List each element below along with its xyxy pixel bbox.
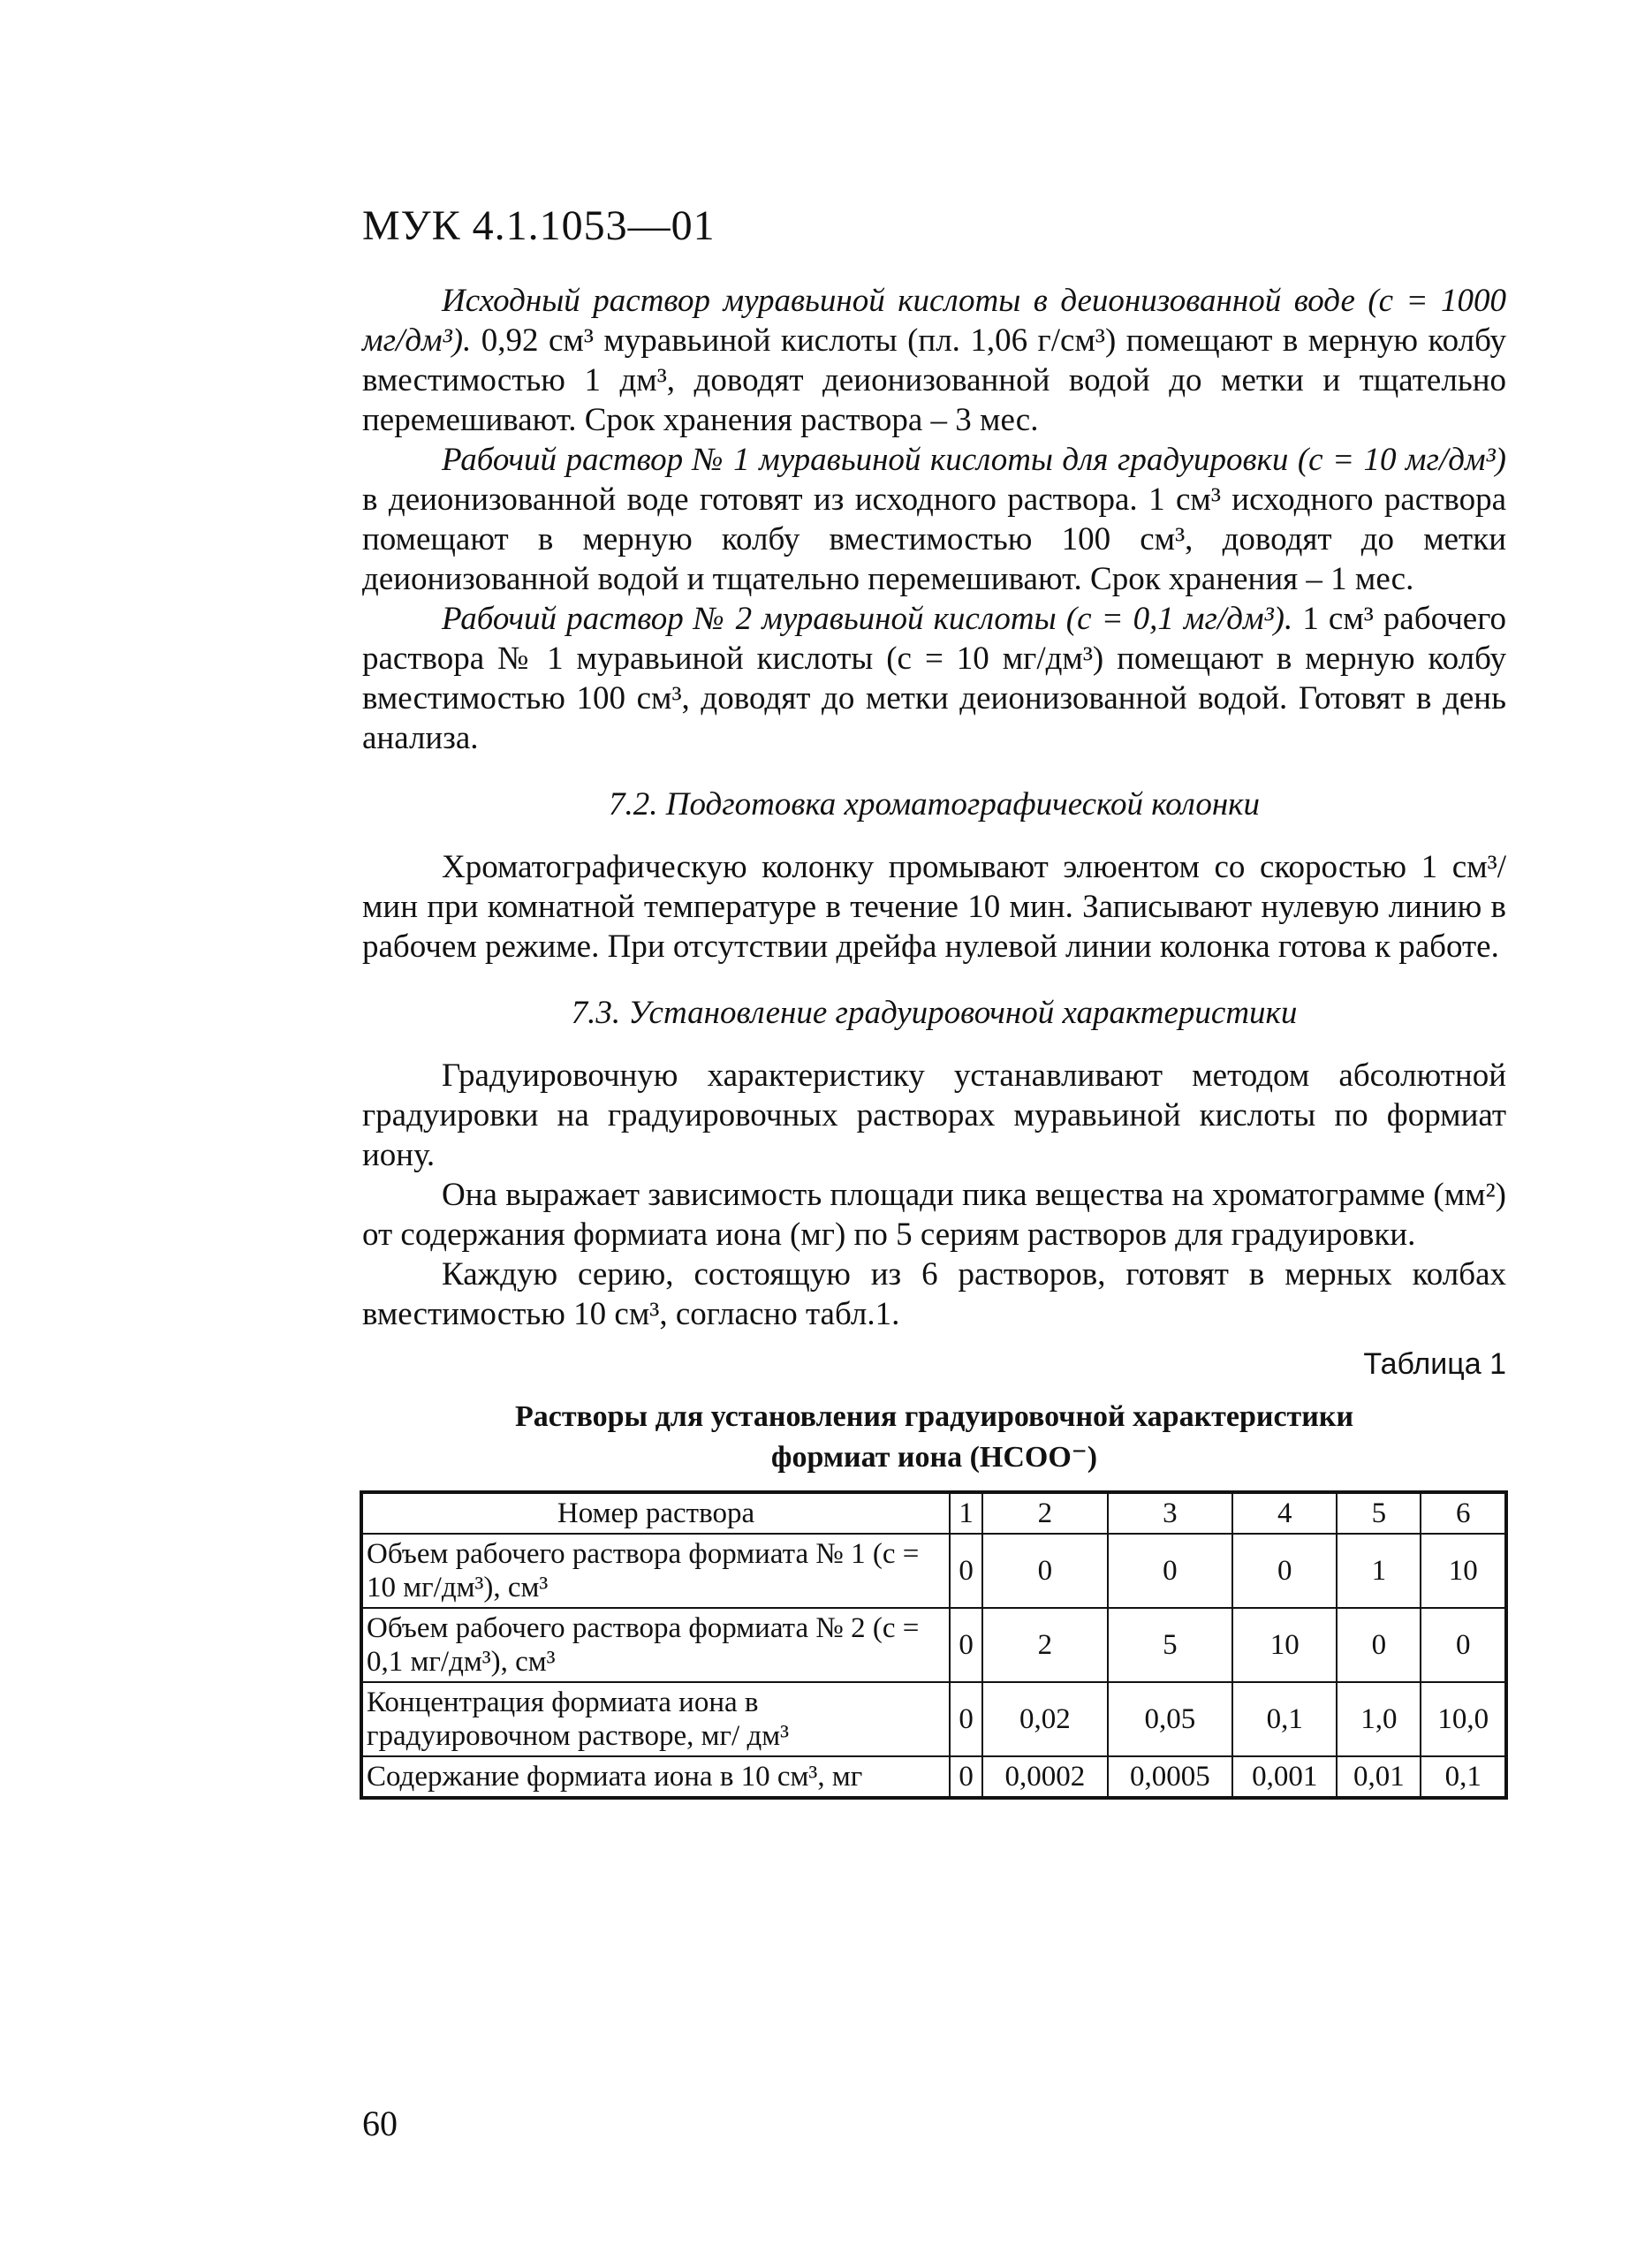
table-header-cell: 3	[1108, 1492, 1232, 1534]
paragraph-text: 1 см³ рабочего раствора № 1 муравьиной кислоты (с = 10 мг/дм³) помещают в мерную колбу вместимостью 100 см³, доводят до метки деионизованной водой. Готовят в день анализа.	[362, 601, 1506, 756]
paragraph-working-solution-2	[362, 599, 1506, 758]
table-row-label: Содержание формиата иона в 10 см³, мг	[361, 1756, 950, 1798]
table-cell: 0	[1421, 1608, 1506, 1682]
table-cell: 5	[1108, 1608, 1232, 1682]
table-title	[362, 1397, 1506, 1478]
body-text	[362, 281, 1506, 1800]
table-header-cell: 6	[1421, 1492, 1506, 1534]
table-cell: 0	[950, 1608, 982, 1682]
paragraph-text: в деионизованной воде готовят из исходного раствора. 1 см³ исходного раствора помещают в мерную колбу вместимостью 100 см³, доводят до метки деионизованной водой и тщательно перемешивают. Срок хранения – 1 мес.	[362, 481, 1506, 597]
paragraph-working-solution-1	[362, 440, 1506, 599]
paragraph-column-prep: Хроматографическую колонку промывают элюентом со скоростью 1 см³/мин при комнатной температуре в течение 10 мин. Записывают нулевую линию в рабочем режиме. При отсутствии дрейфа нулевой линии колонка готова к работе.	[362, 849, 1506, 965]
paragraph-calibration-dependency: Она выражает зависимость площади пика вещества на хроматограмме (мм²) от содержания формиата иона (мг) по 5 сериям растворов для градуировки.	[362, 1177, 1506, 1253]
table-cell: 0,02	[982, 1682, 1107, 1756]
table-cell: 0,05	[1108, 1682, 1232, 1756]
table-row	[361, 1756, 1506, 1798]
table-row	[361, 1608, 1506, 1682]
table-row	[361, 1682, 1506, 1756]
section-heading-7-3: 7.3. Установление градуировочной характеристики	[571, 995, 1298, 1031]
table-cell: 0	[950, 1682, 982, 1756]
table-cell: 0	[950, 1756, 982, 1798]
table-cell: 1	[1337, 1534, 1421, 1608]
table-cell: 1,0	[1337, 1682, 1421, 1756]
table-row-label: Объем рабочего раствора формиата № 1 (с = 10 мг/дм³), см³	[361, 1534, 950, 1608]
table-cell: 0	[1337, 1608, 1421, 1682]
table-header-cell: 1	[950, 1492, 982, 1534]
table-cell: 0,1	[1421, 1756, 1506, 1798]
table-title-line-2: формиат иона (HCOO⁻)	[770, 1441, 1098, 1474]
paragraph-italic-lead: Рабочий раствор № 2 муравьиной кислоты (с = 0,1 мг/дм³).	[442, 601, 1293, 637]
calibration-solutions-table	[360, 1490, 1508, 1800]
section-heading-7-2: 7.2. Подготовка хроматографической колонки	[609, 786, 1260, 823]
table-cell: 0,0002	[982, 1756, 1107, 1798]
table-cell: 0	[982, 1534, 1107, 1608]
table-cell: 0,001	[1232, 1756, 1337, 1798]
table-cell: 0,0005	[1108, 1756, 1232, 1798]
table-cell: 0	[1108, 1534, 1232, 1608]
table-cell: 0	[950, 1534, 982, 1608]
table-cell: 10	[1421, 1534, 1506, 1608]
table-header-cell: 5	[1337, 1492, 1421, 1534]
table-cell: 2	[982, 1608, 1107, 1682]
paragraph-italic-lead: Исходный раствор муравьиной кислоты в деионизованной воде (с = 1000 мг/дм³).	[362, 283, 1506, 359]
table-header-row	[361, 1492, 1506, 1534]
paragraph-stock-solution	[362, 281, 1506, 440]
table-cell: 0,01	[1337, 1756, 1421, 1798]
table-header-cell: Номер раствора	[361, 1492, 950, 1534]
table-header-cell: 4	[1232, 1492, 1337, 1534]
table-row-label: Объем рабочего раствора формиата № 2 (с = 0,1 мг/дм³), см³	[361, 1608, 950, 1682]
table-row-label: Концентрация формиата иона в градуировочном растворе, мг/ дм³	[361, 1682, 950, 1756]
page-number: 60	[362, 2104, 398, 2143]
paragraph-italic-lead: Рабочий раствор № 1 муравьиной кислоты для градуировки (с = 10 мг/дм³)	[442, 442, 1506, 478]
paragraph-calibration-method: Градуировочную характеристику устанавливают методом абсолютной градуировки на градуировочных растворах муравьиной кислоты по формиат иону.	[362, 1058, 1506, 1173]
table-title-line-1: Растворы для установления градуировочной характеристики	[514, 1400, 1354, 1433]
paragraph-text: 0,92 см³ муравьиной кислоты (пл. 1,06 г/см³) помещают в мерную колбу вместимостью 1 дм³, доводят деионизованной водой до метки и тщательно перемешивают. Срок хранения раствора – 3 мес.	[362, 322, 1506, 438]
table-cell: 0	[1232, 1534, 1337, 1608]
paragraph-calibration-series: Каждую серию, состоящую из 6 растворов, готовят в мерных колбах вместимостью 10 см³, согласно табл.1.	[362, 1256, 1506, 1332]
document-code: МУК 4.1.1053—01	[362, 202, 716, 249]
table-cell: 0,1	[1232, 1682, 1337, 1756]
table-header-cell: 2	[982, 1492, 1107, 1534]
table-row	[361, 1534, 1506, 1608]
table-cell: 10	[1232, 1608, 1337, 1682]
table-cell: 10,0	[1421, 1682, 1506, 1756]
table-label: Таблица 1	[1363, 1347, 1506, 1381]
